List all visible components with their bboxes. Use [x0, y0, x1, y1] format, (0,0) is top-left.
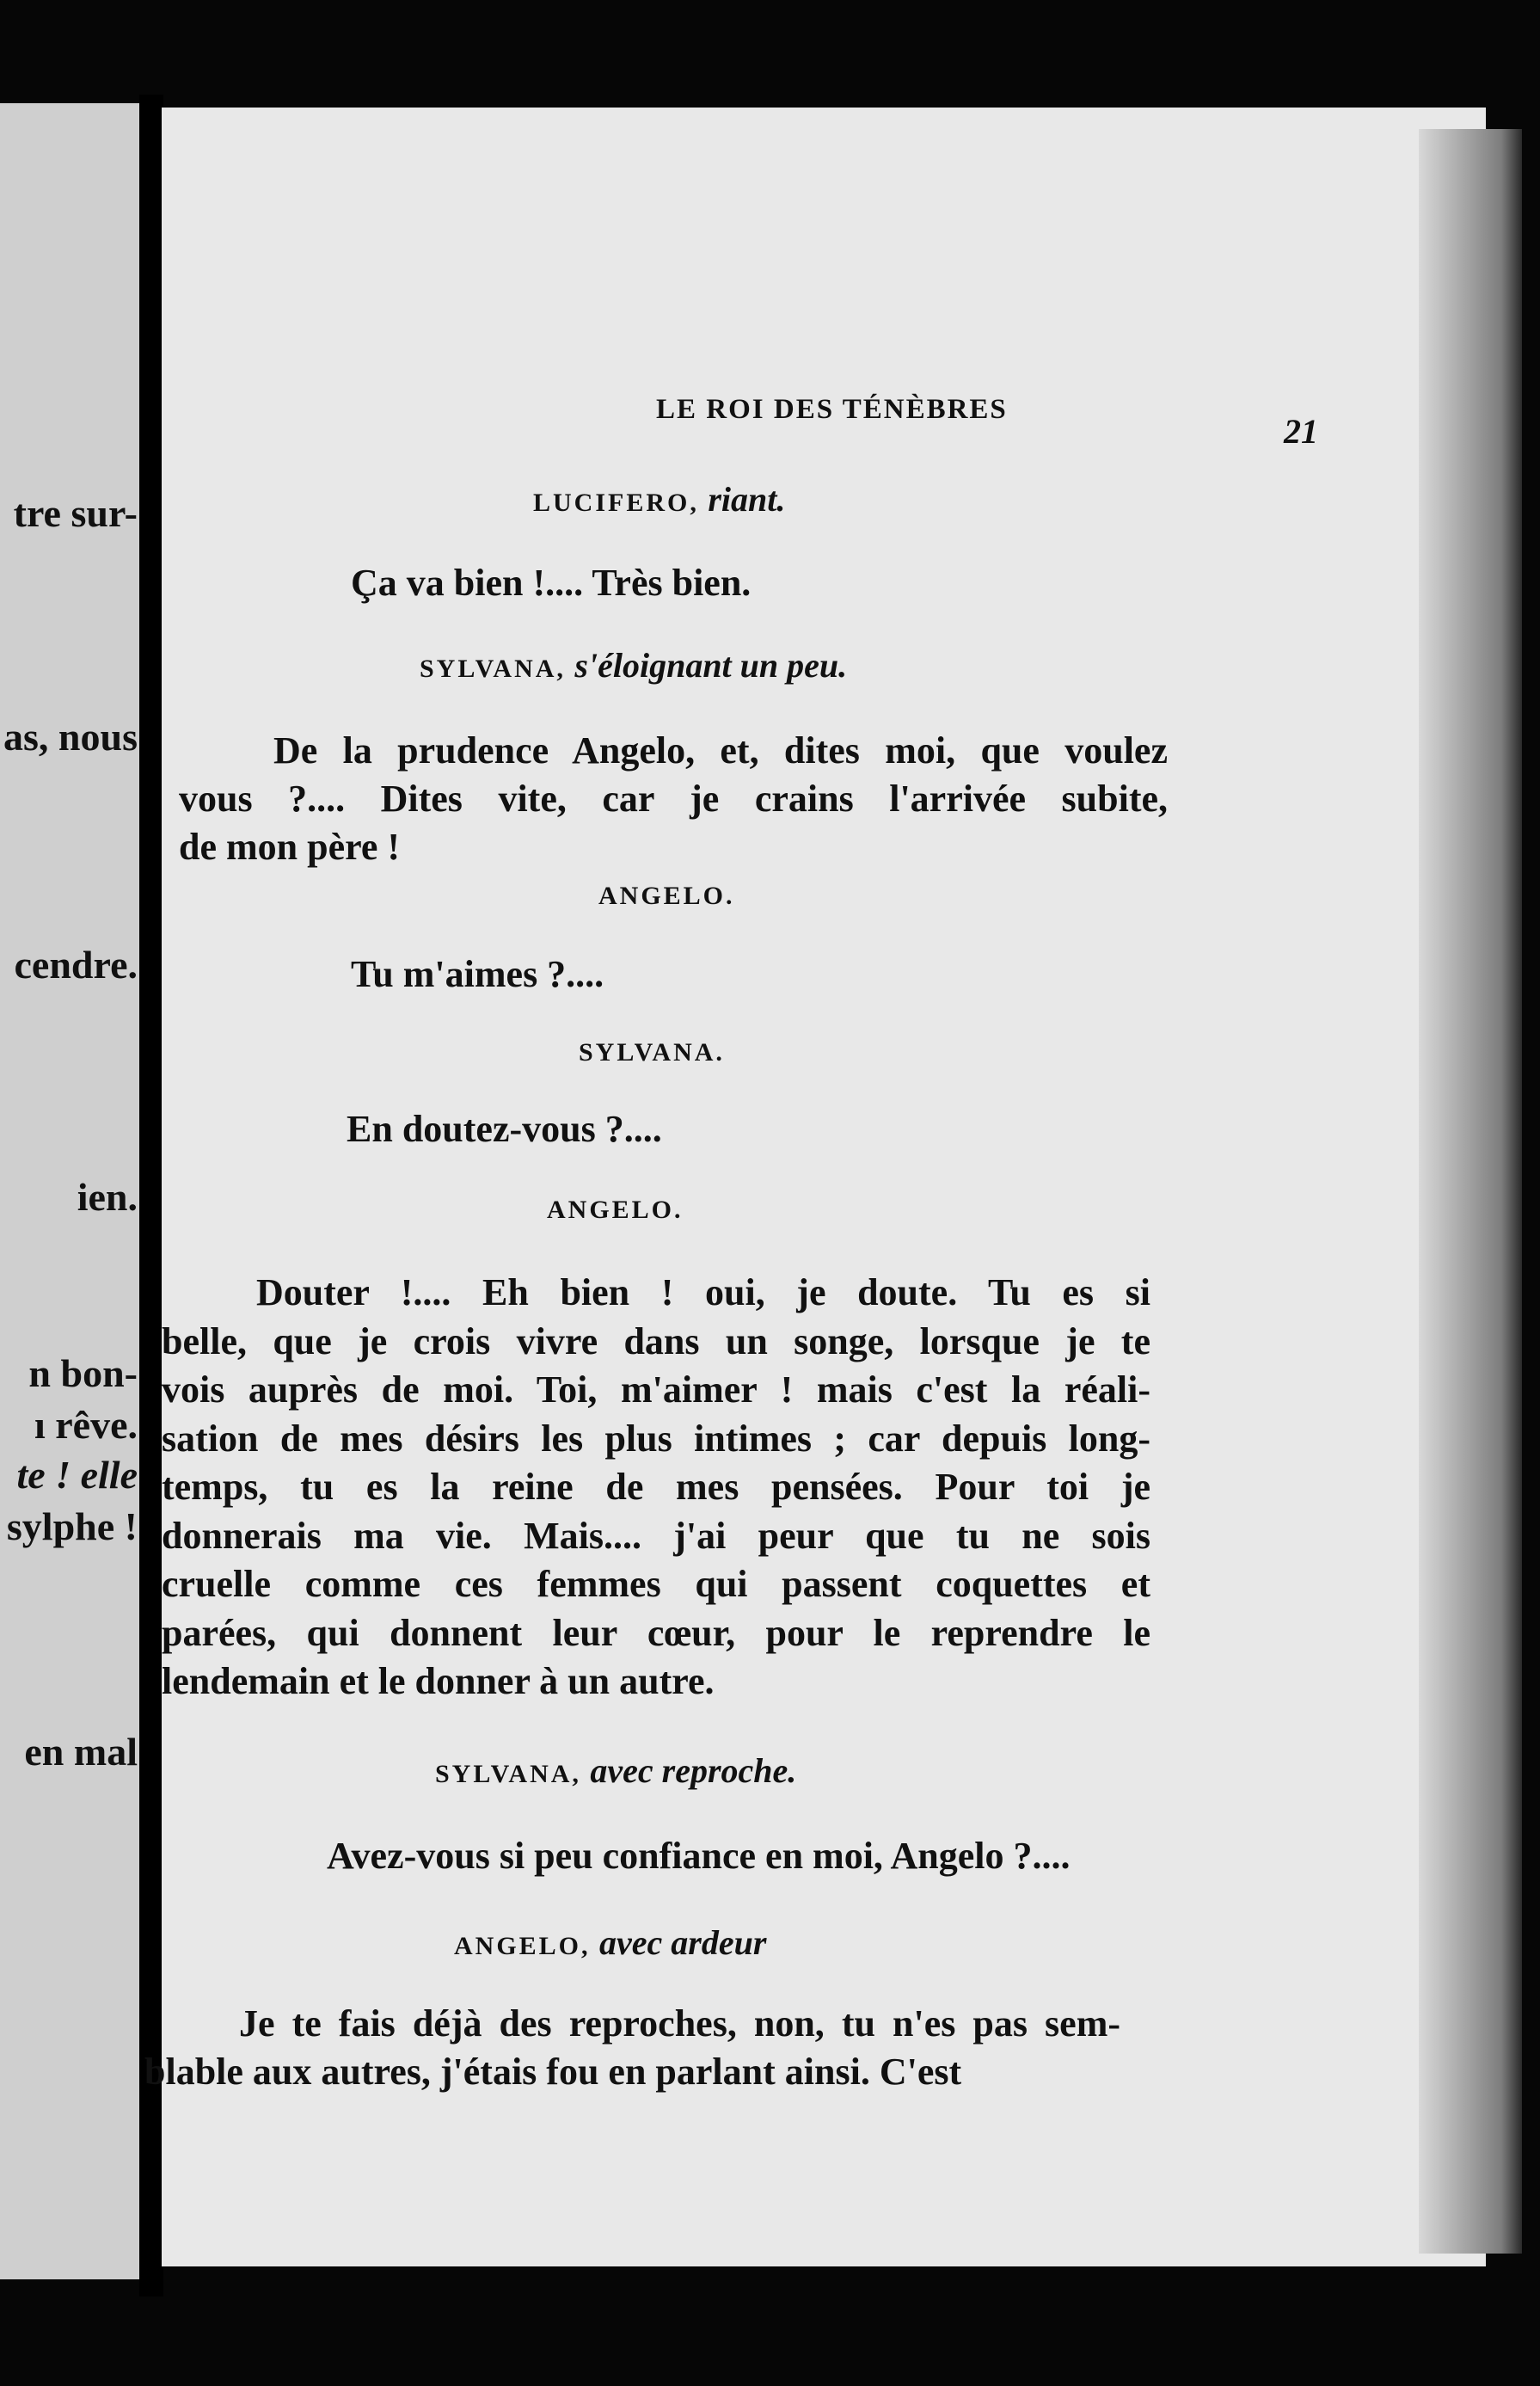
- left-fragment: ien.: [77, 1175, 138, 1219]
- speech-line: Tu m'aimes ?....: [351, 953, 604, 995]
- speech-line: parées, qui donnent leur cœur, pour le reprendre le: [162, 1611, 1150, 1654]
- left-fragment: cendre.: [14, 943, 138, 987]
- speaker-label: [533, 479, 785, 520]
- left-fragment: en mal: [24, 1730, 138, 1774]
- speech-line: vois auprès de moi. Toi, m'aimer ! mais c'est la réali-: [162, 1368, 1150, 1411]
- speaker-label: [598, 882, 735, 911]
- speech-line: de mon père !: [179, 826, 401, 868]
- binding-gutter: [139, 95, 163, 2297]
- speech-line: Ça va bien !.... Très bien.: [351, 562, 752, 604]
- left-fragment: n bon-: [28, 1351, 138, 1395]
- left-fragment: sylphe !: [6, 1504, 138, 1548]
- speaker-label: [420, 645, 847, 686]
- left-fragment: as, nous: [3, 715, 138, 759]
- speaker-label: [435, 1750, 796, 1791]
- left-fragment: ı rêve.: [34, 1403, 138, 1447]
- speech-line: Douter !.... Eh bien ! oui, je doute. Tu es si: [256, 1271, 1150, 1313]
- speaker-label: [547, 1196, 684, 1225]
- speech-line: lendemain et le donner à un autre.: [162, 1660, 715, 1702]
- speech-line: vous ?.... Dites vite, car je crains l'arrivée subite,: [179, 778, 1168, 820]
- speaker-name: SYLVANA,: [435, 1760, 581, 1788]
- stage-direction: riant.: [708, 480, 786, 519]
- speech-line: belle, que je crois vivre dans un songe, lorsque je te: [162, 1319, 1150, 1362]
- speaker-name: SYLVANA,: [420, 655, 566, 683]
- speech: [162, 1269, 1150, 1706]
- speech-line: En doutez-vous ?....: [347, 1108, 662, 1150]
- left-page-fragment: [0, 103, 144, 2279]
- speaker-name: LUCIFERO,: [533, 489, 699, 517]
- speaker-name: ANGELO,: [454, 1932, 591, 1960]
- speaker-label: [454, 1922, 766, 1963]
- speech-line: De la prudence Angelo, et, dites moi, que voulez: [273, 729, 1168, 772]
- speech: [232, 1832, 1152, 1880]
- stage-direction: avec ardeur: [599, 1923, 767, 1962]
- speech-line: sation de mes désirs les plus intimes ; car depuis long-: [162, 1417, 1150, 1460]
- left-fragment: te ! elle: [16, 1453, 138, 1497]
- speech-line: cruelle comme ces femmes qui passent coquettes et: [162, 1563, 1150, 1605]
- speech: [144, 2000, 1120, 2096]
- running-header: LE ROI DES TÉNÈBRES: [656, 394, 1008, 425]
- page-number: 21: [1284, 412, 1318, 451]
- speech-line: Je te fais déjà des reproches, non, tu n'es pas sem-: [239, 2002, 1120, 2045]
- speaker-name: SYLVANA.: [579, 1038, 725, 1067]
- speaker-label: [579, 1038, 725, 1067]
- stage-direction: s'éloignant un peu.: [574, 646, 848, 685]
- speech-line: temps, tu es la reine de mes pensées. Pour toi je: [162, 1466, 1150, 1508]
- left-fragment: tre sur-: [13, 491, 138, 535]
- page-stack-edge: [1419, 129, 1522, 2254]
- speech: [179, 727, 1168, 871]
- speech-line: Avez-vous si peu confiance en moi, Angelo ?....: [327, 1835, 1071, 1877]
- speech: [252, 1105, 1026, 1153]
- speech: [256, 559, 1030, 607]
- book-page: [144, 108, 1486, 2266]
- speech: [256, 950, 1030, 999]
- speaker-name: ANGELO.: [598, 882, 735, 910]
- speech-line: donnerais ma vie. Mais.... j'ai peur que tu ne sois: [162, 1514, 1150, 1557]
- stage-direction: avec reproche.: [590, 1751, 797, 1790]
- speaker-name: ANGELO.: [547, 1196, 684, 1224]
- speech-line: blable aux autres, j'étais fou en parlant ainsi. C'est: [144, 2051, 962, 2093]
